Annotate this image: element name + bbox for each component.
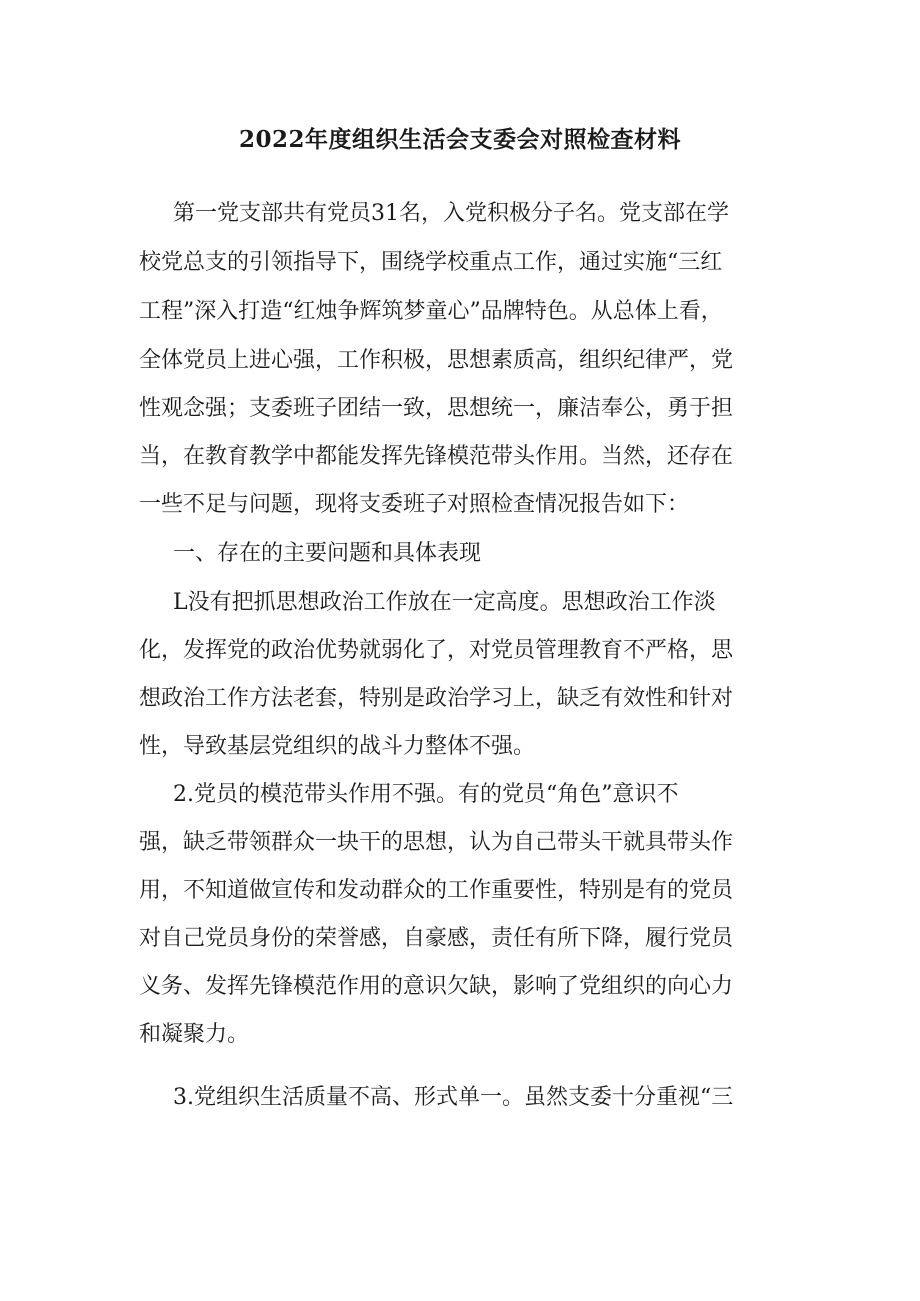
paragraph-1-line-1: 第一党支部共有党员31名，入党积极分子名。党支部在学 [173,201,729,226]
paragraph-1-line-5: 性观念强；支委班子团结一致，思想统一，廉洁奉公，勇于担 [139,396,734,421]
paragraph-1-line-6: 当，在教育教学中都能发挥先锋模范带头作用。当然，还存在 [139,444,734,469]
paragraph-4-line-3: 用，不知道做宣传和发动群众的工作重要性，特别是有的党员 [139,878,734,903]
paragraph-1-line-4: 全体党员上进心强，工作积极，思想素质高，组织纪律严，党 [139,348,734,373]
paragraph-1-line-7: 一些不足与问题，现将支委班子对照检查情况报告如下： [139,492,690,517]
document-title: 2022年度组织生活会支委会对照检查材料 [238,126,681,153]
paragraph-1-line-3: 工程”深入打造“红烛争辉筑梦童心”品牌特色。从总体上看， [139,299,723,324]
paragraph-4-line-4: 对自己党员身份的荣誉感，自豪感，责任有所下降，履行党员 [139,926,734,951]
paragraph-3-line-1: L没有把抓思想政治工作放在一定高度。思想政治工作淡 [173,590,716,615]
paragraph-4-line-5: 义务、发挥先锋模范作用的意识欠缺，影响了党组织的向心力 [139,974,734,999]
paragraph-3-line-2: 化，发挥党的政治优势就弱化了，对党员管理教育不严格，思 [139,638,734,663]
paragraph-5-line-1: 3.党组织生活质量不高、形式单一。虽然支委十分重视“三 [173,1085,734,1110]
paragraph-4-line-2: 强，缺乏带领群众一块干的思想，认为自己带头干就具带头作 [139,830,734,855]
paragraph-4-line-1: 2.党员的模范带头作用不强。有的党员“角色”意识不 [173,782,679,807]
paragraph-3-line-3: 想政治工作方法老套，特别是政治学习上，缺乏有效性和针对 [139,686,734,711]
paragraph-1-line-2: 校党总支的引领指导下，围绕学校重点工作，通过实施“三红 [139,250,723,275]
paragraph-4-line-6: 和凝聚力。 [139,1022,250,1047]
section-heading-1: 一、存在的主要问题和具体表现 [173,541,482,566]
paragraph-3-line-4: 性，导致基层党组织的战斗力整体不强。 [139,734,536,759]
